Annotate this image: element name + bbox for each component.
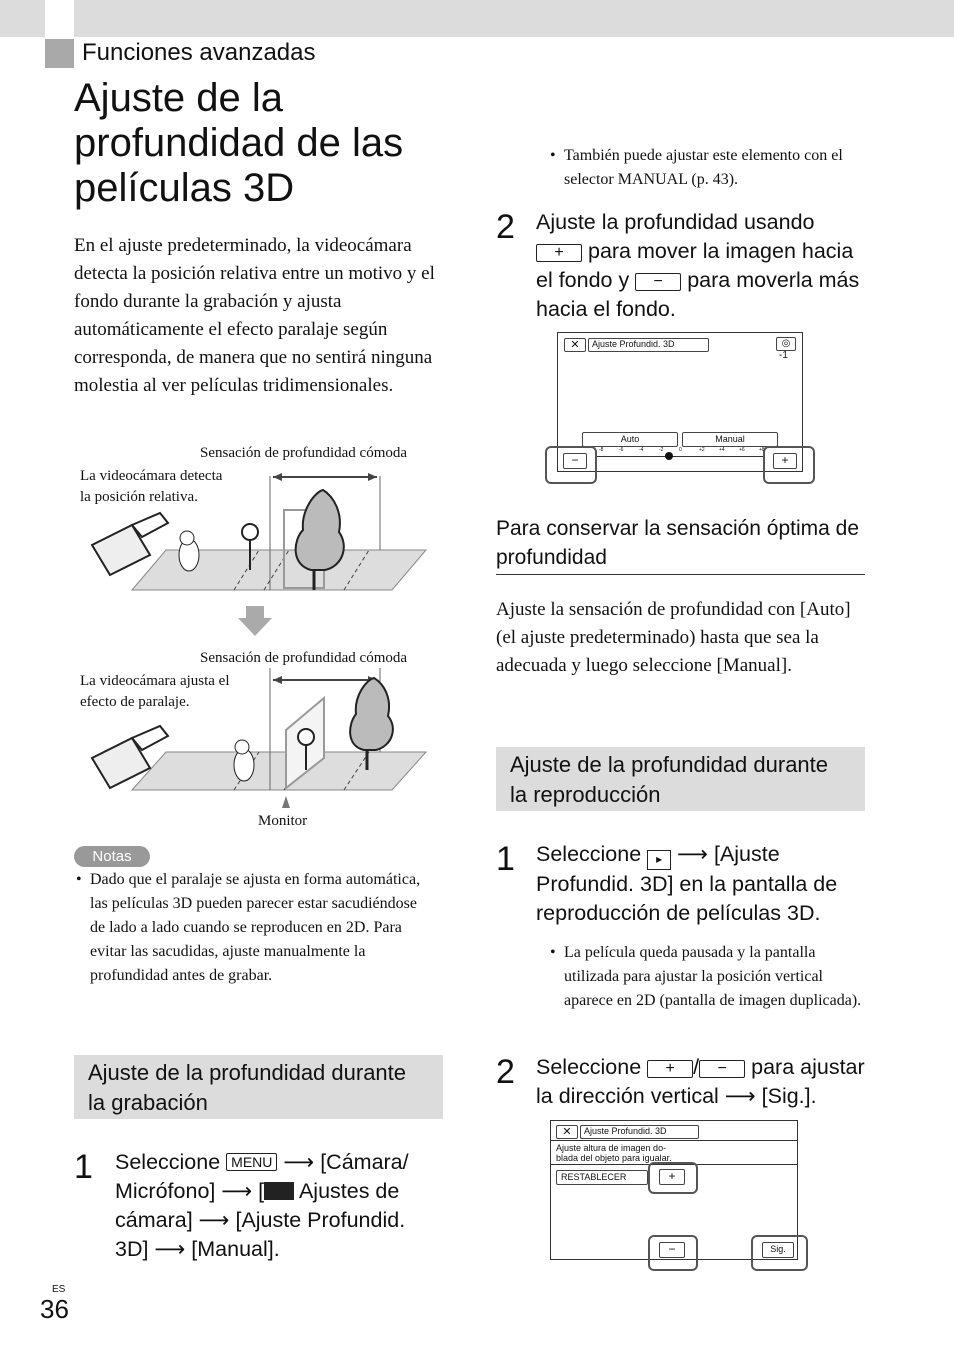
minus-key: − — [635, 273, 681, 291]
scale-tick-label: -2 — [659, 447, 664, 453]
play-step2-text: Seleccione + / − para ajustar la dirección vertical ⟶ [Sig.]. — [536, 1055, 865, 1108]
section-marker — [45, 39, 74, 68]
reset-button[interactable]: RESTABLECER — [556, 1170, 648, 1185]
page-number: 36 — [40, 1294, 69, 1324]
plus-key: + — [536, 244, 582, 262]
scale-tick-label: -4 — [639, 447, 644, 453]
camera-icon — [264, 1182, 294, 1200]
notes-badge: Notas — [74, 846, 150, 867]
rec-step1-number: 1 — [74, 1148, 93, 1186]
rec-step1-text: Seleccione MENU ⟶ [Cámara/ Micrófono] ⟶ [ Ajustes de cámara] ⟶ [Ajuste Profundid. 3D] ⟶ [Manual]. — [115, 1150, 409, 1261]
3d-icon: ◎ — [776, 337, 796, 351]
bottom-caption: Sensación de profundidad cómoda — [200, 650, 408, 666]
scale-tick-label: -6 — [619, 447, 624, 453]
note-item: • Dado que el paralaje se ajusta en forma automática, las películas 3D pueden parecer estar sacudiéndose de lado a lado cuando se reproducen en 2D. Para evitar las sacudidas, ajuste manualmente la profundidad antes de grabar. — [90, 868, 430, 988]
arrow-icon: ⟶ — [198, 1208, 230, 1232]
header-bar — [0, 0, 954, 37]
minus-button[interactable]: − — [659, 1242, 685, 1258]
depth-slider-thumb[interactable] — [665, 452, 673, 460]
top-label-1: La videocámara detecta — [80, 468, 223, 484]
bottom-label-2: efecto de paralaje. — [80, 694, 190, 710]
keep-heading: Para conservar la sensación óptima de profundidad — [496, 514, 865, 575]
play-heading: Ajuste de la profundidad durante la reproducción — [496, 747, 865, 811]
scale-tick-label: +2 — [699, 447, 705, 453]
screen1-title: Ajuste Profundid. 3D — [588, 338, 709, 352]
depth-slider-track[interactable] — [597, 456, 763, 457]
language-code: ES — [52, 1284, 66, 1295]
play-step1-text: Seleccione ▸ ⟶ [Ajuste Profundid. 3D] en la pantalla de reproducción de películas 3D. — [536, 842, 838, 925]
scale-tick-label: +6 — [739, 447, 745, 453]
plus-button[interactable]: + — [773, 453, 797, 469]
arrow-icon: ⟶ — [677, 842, 708, 866]
close-icon[interactable]: ✕ — [564, 338, 586, 352]
intro-paragraph: En el ajuste predeterminado, la videocámara detecta la posición relativa entre un motivo y el fondo durante la grabación y ajusta automáticamente el efecto paralaje según corresponda, de manera que no sentirá ninguna molestia al ver películas tridimensionales. — [74, 235, 435, 396]
play-step2-number: 2 — [496, 1053, 515, 1091]
manual-button[interactable]: Manual — [682, 432, 778, 447]
section-label: Funciones avanzadas — [82, 39, 316, 66]
minus-key: − — [699, 1060, 745, 1078]
scale-tick-label: +8 — [759, 447, 765, 453]
arrow-icon: ⟶ — [154, 1237, 186, 1261]
depth-value: -1 — [779, 350, 788, 361]
step2-number: 2 — [496, 208, 515, 246]
manual-dial-note: • También puede ajustar este elemento con el selector MANUAL (p. 43). — [548, 144, 874, 192]
parallax-figure — [74, 440, 474, 840]
bottom-scene — [92, 668, 426, 808]
top-caption: Sensación de profundidad cómoda — [200, 445, 408, 461]
screen2-line2: blada del objeto para igualar. — [556, 1153, 672, 1163]
plus-key: + — [647, 1060, 693, 1078]
playback-settings-icon: ▸ — [647, 850, 671, 870]
scale-tick-label: -8 — [599, 447, 604, 453]
screen2-line1: Ajuste altura de imagen do- — [556, 1143, 667, 1153]
top-label-2: la posición relativa. — [80, 489, 198, 505]
figure-drawing — [74, 440, 474, 840]
keep-text: Ajuste la sensación de profundidad con [Auto] (el ajuste predeterminado) hasta que sea la adecuada y luego seleccione [Manual]. — [496, 599, 851, 676]
screen2-title: Ajuste Profundid. 3D — [580, 1125, 699, 1139]
vertical-adjust-screen — [548, 1118, 810, 1272]
auto-button[interactable]: Auto — [582, 432, 678, 447]
rec-heading: Ajuste de la profundidad durante la grabación — [74, 1055, 443, 1119]
play-bullet-list: • La película queda pausada y la pantalla utilizada para ajustar la posición vertical aparece en 2D (pantalla de imagen duplicada). — [548, 941, 874, 1013]
top-scene — [92, 473, 426, 590]
depth-screen — [545, 330, 815, 485]
plus-button[interactable]: + — [659, 1169, 685, 1185]
next-button[interactable]: Sig. — [762, 1242, 794, 1258]
arrow-icon: ⟶ — [724, 1084, 756, 1108]
bottom-label-1: La videocámara ajusta el — [80, 673, 230, 689]
page-title: Ajuste de la profundidad de las películas 3D — [74, 76, 404, 210]
close-icon[interactable]: ✕ — [556, 1125, 578, 1139]
header-tab-gap — [45, 0, 74, 37]
notes-list — [74, 868, 430, 988]
minus-button[interactable]: − — [563, 453, 587, 469]
monitor-label: Monitor — [258, 813, 308, 829]
step2-text: Ajuste la profundidad usando + para mover la imagen hacia el fondo y − para moverla más hacia el fondo. — [536, 210, 860, 321]
scale-tick-label: 0 — [679, 447, 682, 453]
arrow-icon: ⟶ — [221, 1179, 253, 1203]
arrow-icon: ⟶ — [283, 1150, 315, 1174]
menu-key: MENU — [226, 1153, 277, 1171]
scale-tick-label: +4 — [719, 447, 725, 453]
play-step1-number: 1 — [496, 840, 515, 878]
